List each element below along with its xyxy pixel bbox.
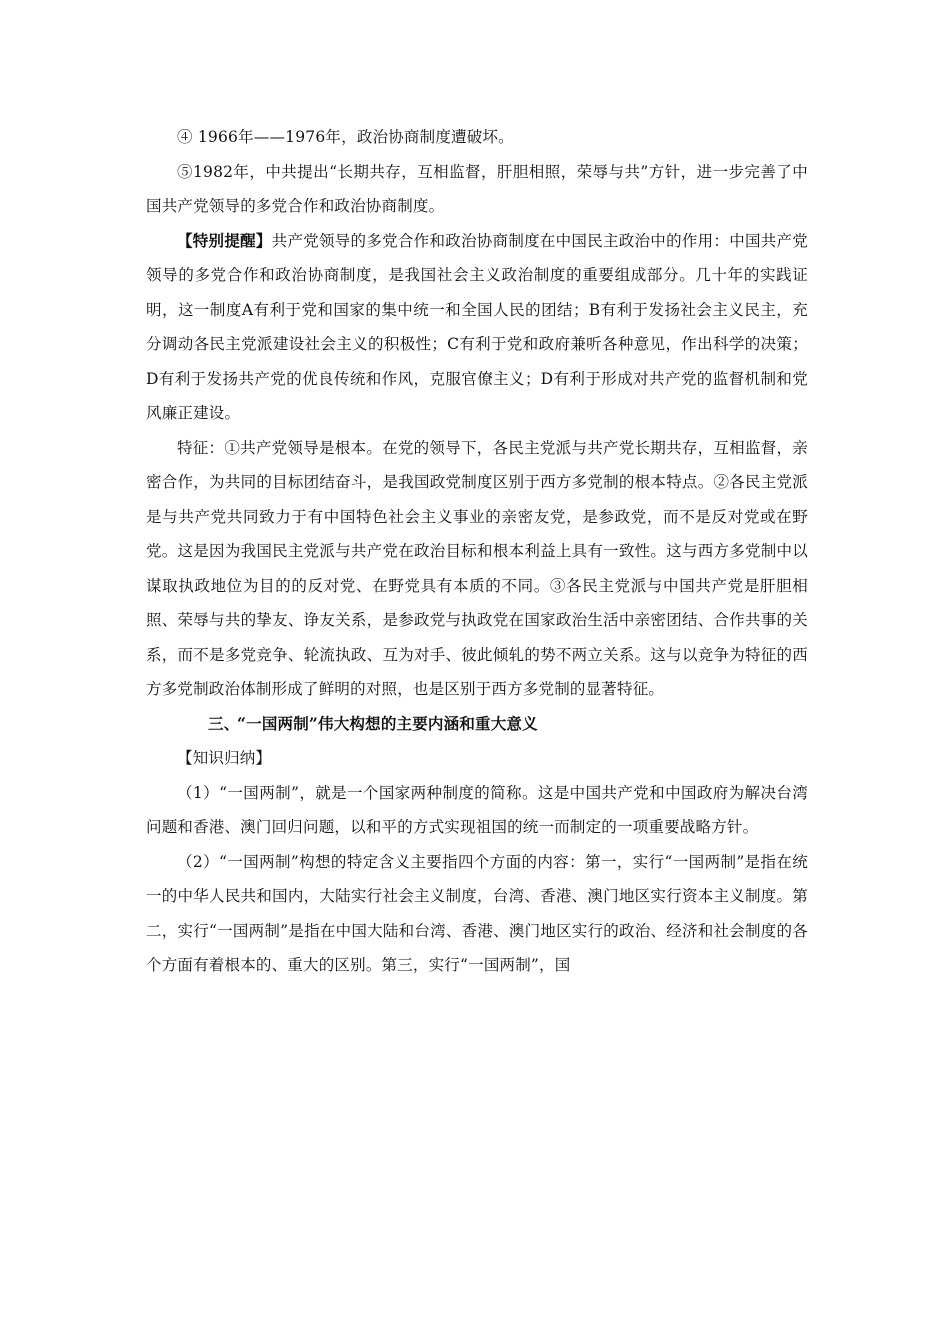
section-number: 三、 — [208, 713, 240, 733]
paragraph-special-reminder — [146, 224, 808, 431]
section-title: “一国两制”伟大构想的主要内涵和重大意义 — [237, 713, 538, 733]
knowledge-summary-label: 【知识归纳】 — [177, 749, 272, 767]
special-reminder-label: 【特别提醒】 — [177, 230, 272, 250]
special-reminder-text: 共产党领导的多党合作和政治协商制度在中国民主政治中的作用：中国共产党领导的多党合作和政治协商制度，是我国社会主义政治制度的重要组成部分。几十年的实践证明，这一制度A有利于党和国家的集中统一和全国人民的团结；B有利于发扬社会主义民主，充分调动各民主党派建设社会主义的积极性；C有利于党和政府兼听各种意见，作出科学的决策；D有利于发扬共产党的优良传统和作风，克服官僚主义；D有利于形成对共产党的监督机制和党风廉正建设。 — [146, 231, 808, 422]
section-heading-3 — [146, 707, 808, 742]
document-page — [146, 120, 808, 983]
paragraph-item-2: （2）“一国两制”构想的特定含义主要指四个方面的内容：第一，实行“一国两制”是指在统一的中华人民共和国内，大陆实行社会主义制度，台湾、香港、澳门地区实行资本主义制度。第二，实行“一国两制”是指在中国大陆和台湾、香港、澳门地区实行的政治、经济和社会制度的各个方面有着根本的、重大的区别。第三，实行“一国两制”，国 — [146, 852, 808, 974]
paragraph-item-1: （1）“一国两制”，就是一个国家两种制度的简称。这是中国共产党和中国政府为解决台湾问题和香港、澳门回归问题，以和平的方式实现祖国的统一而制定的一项重要战略方针。 — [146, 783, 808, 836]
paragraph-1966-1976: ④ 1966年——1976年，政治协商制度遭破坏。 — [177, 128, 514, 146]
paragraph-1982: ⑤1982年，中共提出“长期共存，互相监督，肝胆相照，荣辱与共”方针，进一步完善了中国共产党领导的多党合作和政治协商制度。 — [146, 162, 808, 215]
paragraph-characteristics: 特征：①共产党领导是根本。在党的领导下，各民主党派与共产党长期共存，互相监督，亲密合作，为共同的目标团结奋斗，是我国政党制度区别于西方多党制的根本特点。②各民主党派是与共产党共同致力于有中国特色社会主义事业的亲密友党，是参政党，而不是反对党或在野党。这是因为我国民主党派与共产党在政治目标和根本利益上具有一致性。这与西方多党制中以谋取执政地位为目的的反对党、在野党具有本质的不同。③各民主党派与中国共产党是肝胆相照、荣辱与共的挚友、诤友关系，是参政党与执政党在国家政治生活中亲密团结、合作共事的关系，而不是多党竞争、轮流执政、互为对手、彼此倾轧的势不两立关系。这与以竞争为特征的西方多党制政治体制形成了鲜明的对照，也是区别于西方多党制的显著特征。 — [146, 438, 808, 698]
